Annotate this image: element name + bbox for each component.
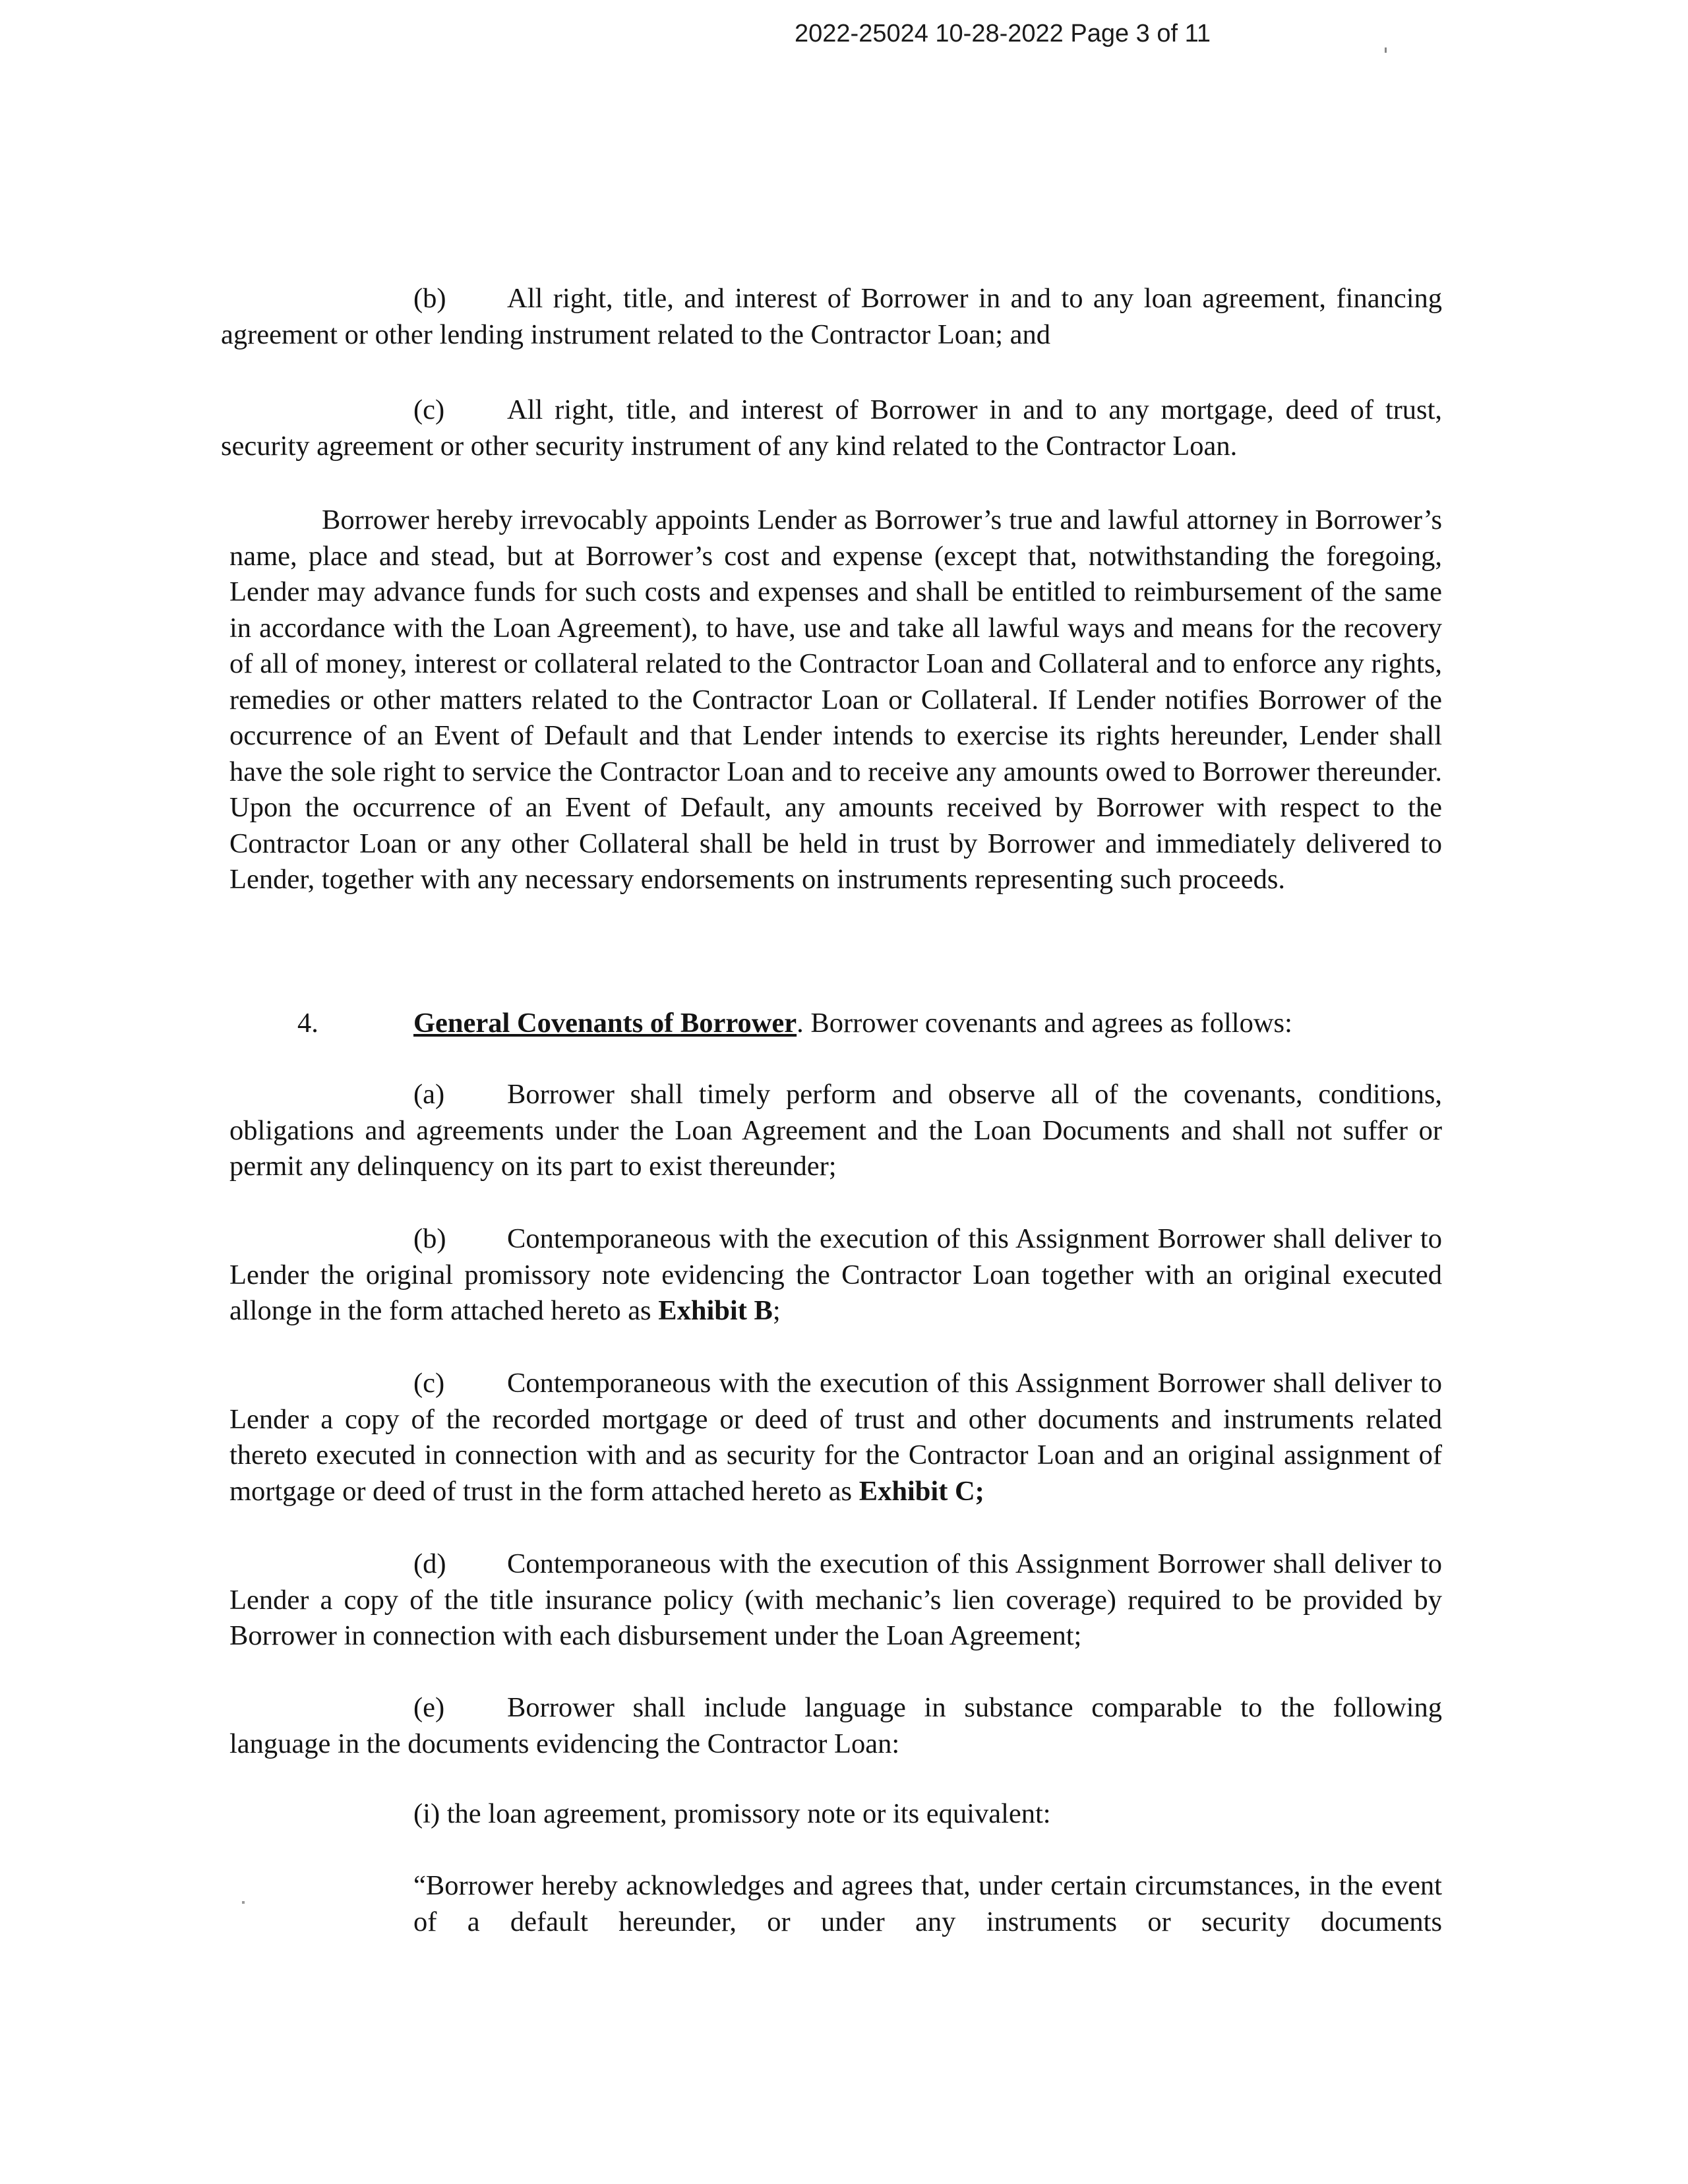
clause-text: Contemporaneous with the execution of this Assignment Borrower shall deliver to Lender a copy of the recorded mortgage or deed of trust and other documents and instruments related thereto executed in connection with and as security for the Contractor Loan and an original assignment of mortgage or deed of trust in the form attached hereto as: [229, 1368, 1442, 1507]
page-header: 2022-25024 10-28-2022 Page 3 of 11: [795, 20, 1211, 47]
clause-label: (c): [413, 1368, 445, 1399]
attorney-appointment-paragraph: [229, 502, 1442, 898]
clause-label: (b): [413, 1223, 446, 1254]
section-number: 4.: [297, 1008, 318, 1039]
paragraph-text: Borrower hereby irrevocably appoints Lender as Borrower’s true and lawful attorney in Borrower’s name, place and stead, but at Borrower’s cost and expense (except that, notwithstanding the foregoing, Lender may advance funds for such costs and expenses and shall be entitled to reimbursement of the same in accordance with the Loan Agreement), to have, use and take all lawful ways and means for the recovery of all of money, interest or collateral related to the Contractor Loan and Collateral and to enforce any rights, remedies or other matters related to the Contractor Loan or Collateral. If Lender notifies Borrower of the occurrence of an Event of Default and that Lender intends to exercise its rights hereunder, Lender shall have the sole right to service the Contractor Loan and to receive any amounts owed to Borrower thereunder. Upon the occurrence of an Event of Default, any amounts received by Borrower with respect to the Contractor Loan or any other Collateral shall be held in trust by Borrower and immediately delivered to Lender, together with any necessary endorsements on instruments representing such proceeds.: [229, 504, 1442, 895]
clause-text: All right, title, and interest of Borrower in and to any mortgage, deed of trust, security agreement or other security instrument of any kind related to the Contractor Loan.: [221, 394, 1442, 462]
clause-text: Contemporaneous with the execution of this Assignment Borrower shall deliver to Lender the original promissory note evidencing the Contractor Loan together with an original executed allonge in the form attached hereto as: [229, 1223, 1442, 1326]
section-heading: [413, 1006, 1292, 1042]
clause-label: (e): [413, 1692, 445, 1723]
clause-c-rights-mortgage: [221, 392, 1442, 464]
clause-label: (a): [413, 1079, 445, 1110]
clause-label: (c): [413, 394, 445, 425]
section-intro: . Borrower covenants and agrees as follows:: [797, 1008, 1292, 1039]
required-language-quote: “Borrower hereby acknowledges and agrees that, under certain circumstances, in the event of a default hereunder, or under any instruments or security documents: [413, 1870, 1442, 1937]
covenant-a: [229, 1077, 1442, 1185]
section-title: General Covenants of Borrower: [413, 1008, 797, 1039]
exhibit-reference: Exhibit B: [658, 1295, 773, 1326]
covenant-e-item-i: (i) the loan agreement, promissory note or its equivalent:: [413, 1798, 1051, 1829]
clause-label: (d): [413, 1548, 446, 1579]
clause-label: (b): [413, 283, 446, 314]
covenant-e: [229, 1690, 1442, 1762]
scan-speck: [242, 1901, 245, 1904]
clause-text: Contemporaneous with the execution of this Assignment Borrower shall deliver to Lender a copy of the title insurance policy (with mechanic’s lien coverage) required to be provided by Borrower in connection with each disbursement under the Loan Agreement;: [229, 1548, 1442, 1651]
covenant-b: (b) Contemporaneous with the execution of this Assignment Borrower shall deliver to Lender the original promissory note evidencing the Contractor Loan together with an original executed allonge in the form attached hereto as Exhibit B;: [229, 1221, 1442, 1329]
covenant-c: [229, 1366, 1442, 1509]
clause-text: All right, title, and interest of Borrower in and to any loan agreement, financing agreement or other lending instrument related to the Contractor Loan; and: [221, 283, 1442, 350]
clause-b-rights-loan-agreement: [221, 281, 1442, 353]
covenant-d: [229, 1546, 1442, 1654]
scan-mark: [1385, 47, 1387, 53]
exhibit-reference: Exhibit C;: [859, 1475, 984, 1507]
clause-text: Borrower shall include language in substance comparable to the following language in the documents evidencing the Contractor Loan:: [229, 1692, 1442, 1759]
clause-text: Borrower shall timely perform and observe all of the covenants, conditions, obligations and agreements under the Loan Agreement and the Loan Documents and shall not suffer or permit any delinquency on its part to exist thereunder;: [229, 1079, 1442, 1182]
